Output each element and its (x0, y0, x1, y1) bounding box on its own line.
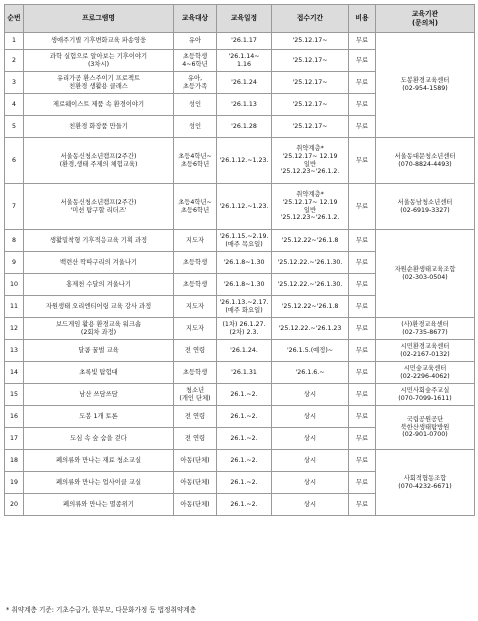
apply-period: '25.12.17~ (272, 33, 349, 50)
apply-period: 취약계층* '25.12.17~ 12.19 일반 '25.12.23~'26.1.2. (272, 138, 349, 184)
program-name: 친환경 화장품 만들기 (24, 116, 174, 138)
table-row (5, 318, 475, 340)
target: 초등학생 4~6학년 (174, 50, 217, 72)
target: 성인 (174, 116, 217, 138)
table-row (5, 406, 475, 428)
row-number: 7 (5, 184, 24, 230)
target: 아동(단체) (174, 472, 217, 494)
apply-period: 상시 (272, 494, 349, 516)
schedule: '26.1.17 (217, 33, 272, 50)
table-row (5, 230, 475, 252)
apply-period: '25.12.17~ (272, 72, 349, 94)
fee: 무료 (349, 318, 376, 340)
target: 초등4학년~ 초등6학년 (174, 184, 217, 230)
schedule: '26.1.14~ 1.16 (217, 50, 272, 72)
fee: 무료 (349, 340, 376, 362)
program-name: 생활밀착형 기후적응교육 기획 과정 (24, 230, 174, 252)
program-name: 도봉 1개 토론 (24, 406, 174, 428)
schedule: (1차) 26.1.27. (2차) 2.3. (217, 318, 272, 340)
header-period: 접수기간 (272, 5, 349, 33)
program-name: 자원생태 오리엔티어링 교육 강사 과정 (24, 296, 174, 318)
org-contact: 시민환경교육센터 (02-2167-0132) (376, 340, 475, 362)
schedule: '26.1.12.~1.23. (217, 184, 272, 230)
footnote: * 취약계층 기준: 기초수급가, 한부모, 다문화가정 등 법정취약계층 (6, 606, 196, 614)
schedule: '26.1.24. (217, 340, 272, 362)
header-target: 교육대상 (174, 5, 217, 33)
row-number: 15 (5, 384, 24, 406)
table-row (5, 33, 475, 50)
schedule: '26.1.13.~2.17. (매주 화요일) (217, 296, 272, 318)
target: 유아, 초등가족 (174, 72, 217, 94)
target: 지도자 (174, 318, 217, 340)
target: 지도자 (174, 296, 217, 318)
program-name: 달콤 꿀벌 교육 (24, 340, 174, 362)
fee: 무료 (349, 138, 376, 184)
target: 초등학생 (174, 252, 217, 274)
fee: 무료 (349, 72, 376, 94)
apply-period: 상시 (272, 406, 349, 428)
header-fee: 비용 (349, 5, 376, 33)
org-contact: 서울동남청소년센터 (02-6919-3327) (376, 184, 475, 230)
fee: 무료 (349, 494, 376, 516)
row-number: 11 (5, 296, 24, 318)
program-name: 서울동신청소년캠프(2주간) '미션 탐구할 리더즈' (24, 184, 174, 230)
apply-period: 상시 (272, 428, 349, 450)
apply-period: '25.12.22~'26.1.8 (272, 230, 349, 252)
row-number: 13 (5, 340, 24, 362)
apply-period: 취약계층* '25.12.17~ 12.19 일반 '25.12.23~'26.1.2. (272, 184, 349, 230)
header-no: 순번 (5, 5, 24, 33)
row-number: 9 (5, 252, 24, 274)
schedule: 26.1.~2. (217, 428, 272, 450)
row-number: 8 (5, 230, 24, 252)
schedule: '26.1.12.~1.23. (217, 138, 272, 184)
schedule: 26.1.~2. (217, 450, 272, 472)
fee: 무료 (349, 230, 376, 252)
row-number: 10 (5, 274, 24, 296)
fee: 무료 (349, 50, 376, 72)
header-program: 프로그램명 (24, 5, 174, 33)
schedule: '26.1.15.~2.19. (매주 목요일) (217, 230, 272, 252)
target: 아동(단체) (174, 450, 217, 472)
fee: 무료 (349, 362, 376, 384)
schedule: '26.1.31 (217, 362, 272, 384)
row-number: 6 (5, 138, 24, 184)
table-row (5, 184, 475, 230)
apply-period: '25.12.17~ (272, 50, 349, 72)
row-number: 12 (5, 318, 24, 340)
row-number: 20 (5, 494, 24, 516)
program-name: 제로웨이스트 제품 속 환경이야기 (24, 94, 174, 116)
fee: 무료 (349, 116, 376, 138)
apply-period: '25.12.22.~'26.1.23 (272, 318, 349, 340)
table-body (5, 33, 475, 516)
target: 아동(단체) (174, 494, 217, 516)
program-name: 홍제천 수달의 겨울나기 (24, 274, 174, 296)
fee: 무료 (349, 274, 376, 296)
fee: 무료 (349, 94, 376, 116)
schedule: 26.1.~2. (217, 384, 272, 406)
table-row (5, 362, 475, 384)
program-name: 백련산 딱따구리의 겨울나기 (24, 252, 174, 274)
program-name: 과학 실험으로 알아보는 기후이야기 (3차시) (24, 50, 174, 72)
program-name: 폐의류와 만나는 재료 청소교실 (24, 450, 174, 472)
table-row (5, 138, 475, 184)
row-number: 2 (5, 50, 24, 72)
org-contact: 도봉환경교육센터 (02-954-1589) (376, 33, 475, 138)
target: 성인 (174, 94, 217, 116)
row-number: 4 (5, 94, 24, 116)
schedule: '26.1.8~1.30 (217, 252, 272, 274)
program-name: 생애주기별 기후변화교육 파송영웅 (24, 33, 174, 50)
header-org: 교육기관 (문의처) (376, 5, 475, 33)
table-row (5, 340, 475, 362)
fee: 무료 (349, 384, 376, 406)
program-name: 남산 쓰담쓰담 (24, 384, 174, 406)
org-contact: 국립공원공단 북한산생태탐방원 (02-901-0700) (376, 406, 475, 450)
org-contact: 시민숲교육센터 (02-2296-4062) (376, 362, 475, 384)
table-row (5, 384, 475, 406)
org-contact: 시민사회숲주교실 (070-7099-1611) (376, 384, 475, 406)
apply-period: 상시 (272, 472, 349, 494)
table-header-row (5, 5, 475, 33)
schedule: 26.1.~2. (217, 472, 272, 494)
schedule: 26.1.~2. (217, 494, 272, 516)
program-name: 폐의류와 만나는 업사이클 교실 (24, 472, 174, 494)
apply-period: '25.12.17~ (272, 94, 349, 116)
schedule: '26.1.28 (217, 116, 272, 138)
fee: 무료 (349, 184, 376, 230)
apply-period: 상시 (272, 384, 349, 406)
program-name: 서울동신청소년캠프(2주간) (환경,생태 주제의 체험교육) (24, 138, 174, 184)
row-number: 14 (5, 362, 24, 384)
apply-period: '25.12.22.~'26.1.30. (272, 274, 349, 296)
row-number: 3 (5, 72, 24, 94)
schedule: 26.1.~2. (217, 406, 272, 428)
fee: 무료 (349, 428, 376, 450)
apply-period: '25.12.22~'26.1.8 (272, 296, 349, 318)
apply-period: '25.12.17~ (272, 116, 349, 138)
fee: 무료 (349, 406, 376, 428)
target: 유아 (174, 33, 217, 50)
target: 전 연령 (174, 340, 217, 362)
target: 초등학생 (174, 274, 217, 296)
fee: 무료 (349, 33, 376, 50)
row-number: 5 (5, 116, 24, 138)
apply-period: '26.1.5.(예정)~ (272, 340, 349, 362)
org-contact: 서울동대문청소년센터 (070-8824-4493) (376, 138, 475, 184)
org-contact: (사)환경교육센터 (02-735-8677) (376, 318, 475, 340)
schedule: '26.1.13 (217, 94, 272, 116)
target: 초등학생 (174, 362, 217, 384)
apply-period: '25.12.22.~'26.1.30. (272, 252, 349, 274)
row-number: 16 (5, 406, 24, 428)
program-name: 유리가공 환스주이기 프로젝트 친환경 생활용 클래스 (24, 72, 174, 94)
fee: 무료 (349, 296, 376, 318)
fee: 무료 (349, 450, 376, 472)
target: 전 연령 (174, 428, 217, 450)
fee: 무료 (349, 252, 376, 274)
program-table (4, 4, 475, 516)
fee: 무료 (349, 472, 376, 494)
program-name: 초록빛 탐험대 (24, 362, 174, 384)
row-number: 19 (5, 472, 24, 494)
apply-period: 상시 (272, 450, 349, 472)
target: 전 연령 (174, 406, 217, 428)
program-name: 폐의류와 만나는 멸종위기 (24, 494, 174, 516)
target: 초등4학년~ 초등6학년 (174, 138, 217, 184)
row-number: 17 (5, 428, 24, 450)
apply-period: '26.1.6.~ (272, 362, 349, 384)
org-contact: 자원순환생태교육조합 (02-303-0504) (376, 230, 475, 318)
program-name: 보드게임 활용 환경교육 워크숍 (2회차 과정) (24, 318, 174, 340)
table-row (5, 450, 475, 472)
row-number: 18 (5, 450, 24, 472)
program-name: 도심 속 숲 숨을 걷다 (24, 428, 174, 450)
org-contact: 사회적협동조합 (070-4232-6671) (376, 450, 475, 516)
schedule: '26.1.24 (217, 72, 272, 94)
row-number: 1 (5, 33, 24, 50)
header-date: 교육일정 (217, 5, 272, 33)
schedule: '26.1.8~1.30 (217, 274, 272, 296)
target: 청소년 (개인 단체) (174, 384, 217, 406)
target: 지도자 (174, 230, 217, 252)
